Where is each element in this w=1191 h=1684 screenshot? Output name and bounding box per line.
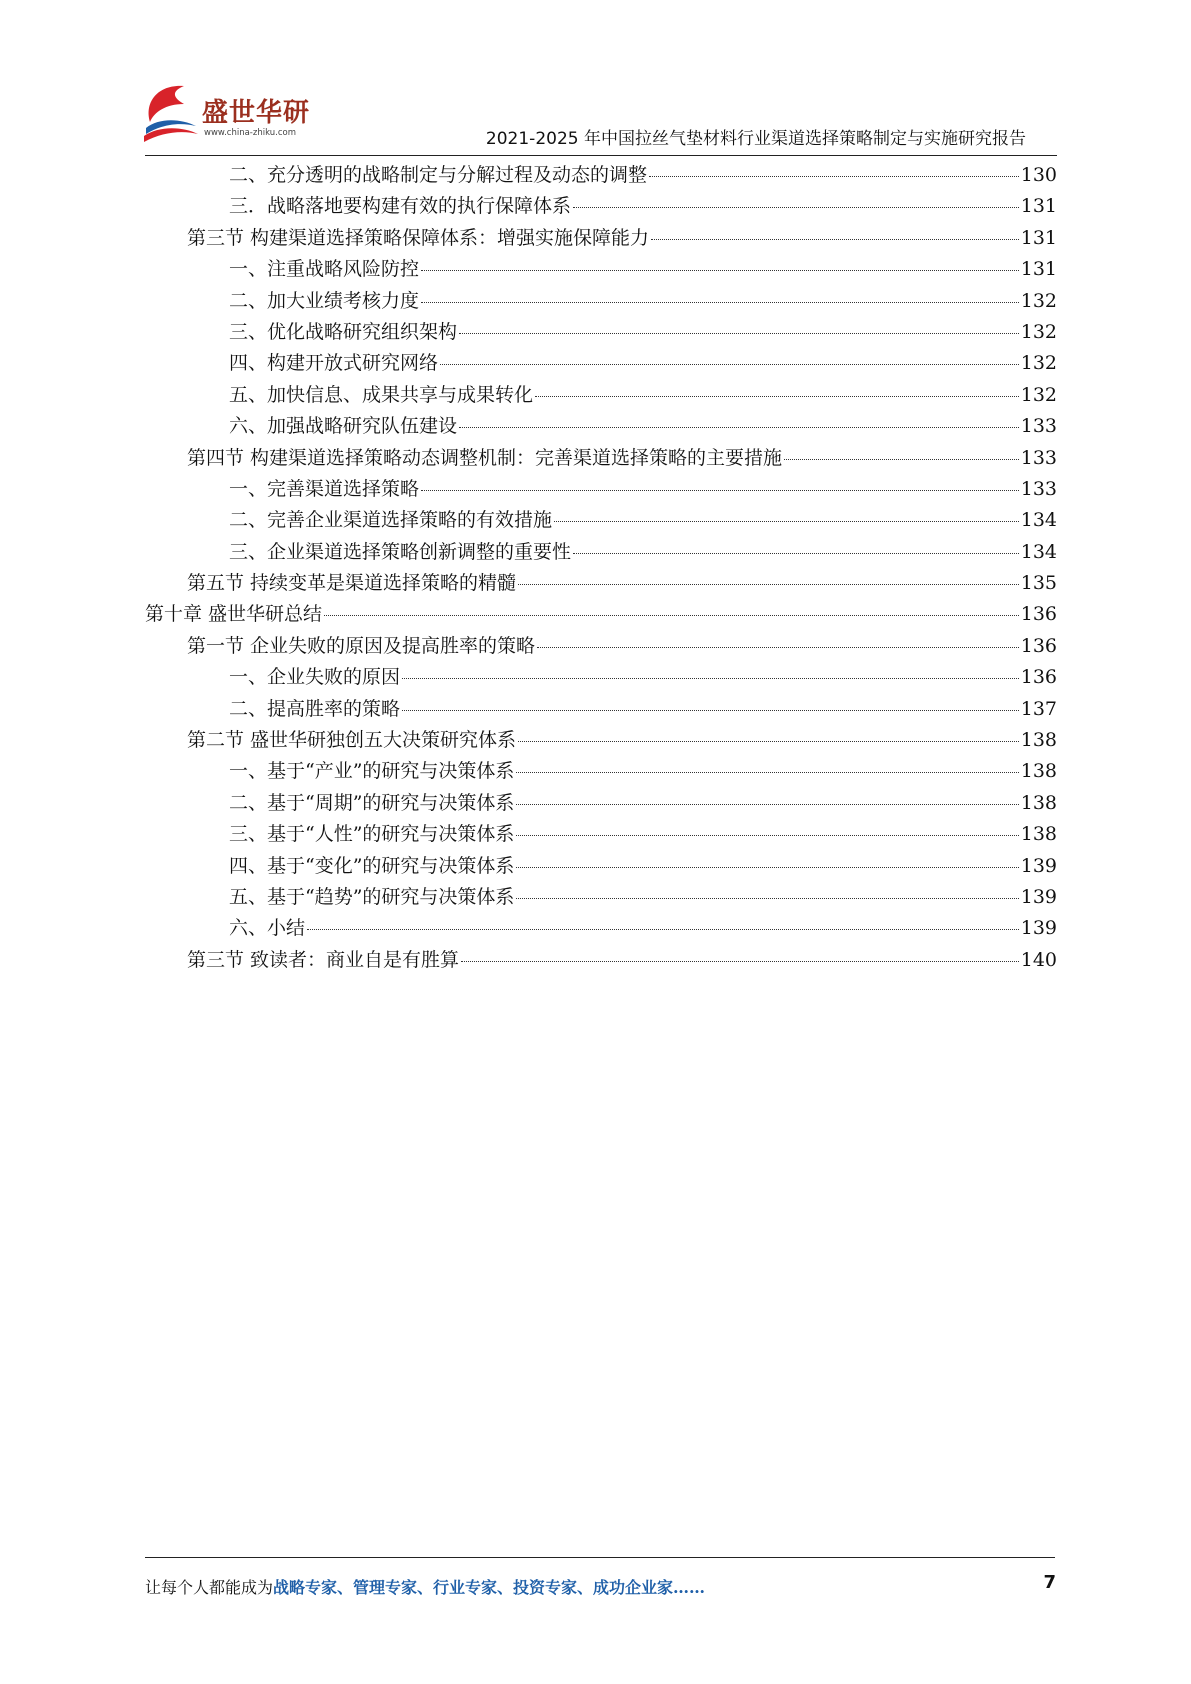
- toc-entry-page: 138: [1020, 760, 1057, 783]
- dot-leader: [516, 772, 1018, 773]
- report-title: 2021-2025 年中国拉丝气垫材料行业渠道选择策略制定与实施研究报告: [485, 129, 1026, 149]
- footer-slogan-prefix: 让每个人都能成为: [145, 1578, 274, 1597]
- logo: [140, 82, 310, 144]
- toc-entry-page: 132: [1020, 289, 1057, 312]
- dot-leader: [554, 521, 1019, 522]
- dot-leader: [573, 207, 1019, 208]
- dot-leader: [518, 741, 1019, 742]
- dot-leader: [459, 333, 1019, 334]
- toc-entry[interactable]: [145, 631, 1057, 662]
- toc-entry-page: 138: [1020, 729, 1057, 752]
- dot-leader: [518, 584, 1019, 585]
- table-of-contents: [145, 160, 1057, 976]
- dot-leader: [516, 867, 1018, 868]
- toc-entry-page: 133: [1020, 477, 1057, 500]
- dot-leader: [324, 615, 1019, 616]
- toc-entry-title: 五、加快信息、成果共享与成果转化: [229, 383, 534, 406]
- logo-url: www.china-zhiku.com: [204, 128, 296, 138]
- page-number: 7: [1043, 1572, 1056, 1593]
- toc-entry-title: 第五节 持续变革是渠道选择策略的精髓: [187, 572, 517, 595]
- dot-leader: [421, 302, 1019, 303]
- toc-entry-page: 139: [1020, 917, 1057, 940]
- header-divider: [145, 155, 1057, 156]
- logo-name: 盛世华研: [202, 98, 311, 128]
- toc-entry-page: 137: [1020, 697, 1057, 720]
- toc-entry-title: 三、企业渠道选择策略创新调整的重要性: [229, 540, 572, 563]
- toc-entry-page: 134: [1020, 509, 1057, 532]
- toc-entry-title: 四、构建开放式研究网络: [229, 352, 439, 375]
- toc-entry-title: 一、注重战略风险防控: [229, 258, 420, 281]
- footer-slogan-highlight: 战略专家、管理专家、行业专家、投资专家、成功企业家……: [273, 1578, 706, 1597]
- dot-leader: [516, 898, 1018, 899]
- dot-leader: [440, 364, 1019, 365]
- toc-entry-page: 138: [1020, 791, 1057, 814]
- dot-leader: [402, 678, 1019, 679]
- toc-entry[interactable]: [145, 223, 1057, 254]
- dot-leader: [649, 176, 1019, 177]
- toc-entry[interactable]: [145, 568, 1057, 599]
- dot-leader: [461, 961, 1019, 962]
- toc-entry-page: 140: [1020, 948, 1057, 971]
- toc-entry[interactable]: [145, 882, 1057, 913]
- dot-leader: [573, 553, 1019, 554]
- toc-entry-page: 136: [1020, 634, 1057, 657]
- toc-entry[interactable]: [145, 348, 1057, 379]
- toc-entry-title: 六、小结: [229, 917, 306, 940]
- toc-entry-page: 138: [1020, 823, 1057, 846]
- toc-entry-page: 130: [1020, 164, 1057, 186]
- toc-entry-title: 第三节 构建渠道选择策略保障体系：增强实施保障能力: [187, 226, 650, 249]
- toc-entry[interactable]: [145, 819, 1057, 850]
- dot-leader: [307, 929, 1019, 930]
- footer-divider: [145, 1557, 1055, 1558]
- toc-entry-title: 第三节 致读者：商业自是有胜算: [187, 948, 460, 971]
- toc-entry[interactable]: [145, 317, 1057, 348]
- toc-entry-title: 一、基于“产业”的研究与决策体系: [229, 760, 515, 783]
- toc-entry-title: 二、基于“周期”的研究与决策体系: [229, 791, 515, 814]
- toc-entry-title: 第四节 构建渠道选择策略动态调整机制：完善渠道选择策略的主要措施: [187, 446, 783, 469]
- toc-entry-page: 132: [1020, 320, 1057, 343]
- toc-entry-page: 131: [1020, 226, 1057, 249]
- dot-leader: [537, 647, 1019, 648]
- toc-entry-title: 第一节 企业失败的原因及提高胜率的策略: [187, 634, 536, 657]
- toc-entry[interactable]: [145, 662, 1057, 693]
- toc-entry-page: 136: [1020, 603, 1057, 626]
- toc-entry[interactable]: [145, 411, 1057, 442]
- toc-entry-title: 二、充分透明的战略制定与分解过程及动态的调整: [229, 164, 648, 186]
- toc-entry[interactable]: [145, 945, 1057, 976]
- toc-entry[interactable]: [145, 913, 1057, 944]
- toc-entry-title: 五、基于“趋势”的研究与决策体系: [229, 885, 515, 908]
- toc-entry-title: 三．战略落地要构建有效的执行保障体系: [229, 195, 572, 218]
- toc-entry[interactable]: [145, 788, 1057, 819]
- toc-entry-page: 139: [1020, 854, 1057, 877]
- toc-entry[interactable]: [145, 191, 1057, 222]
- dot-leader: [535, 396, 1019, 397]
- toc-entry-title: 第二节 盛世华研独创五大决策研究体系: [187, 729, 517, 752]
- footer-slogan: [145, 1575, 705, 1598]
- toc-entry[interactable]: [145, 160, 1057, 191]
- toc-entry-page: 135: [1020, 572, 1057, 595]
- toc-entry-page: 131: [1020, 258, 1057, 281]
- toc-entry-title: 一、完善渠道选择策略: [229, 477, 420, 500]
- toc-entry[interactable]: [145, 380, 1057, 411]
- toc-entry[interactable]: [145, 505, 1057, 536]
- toc-entry[interactable]: [145, 599, 1057, 630]
- toc-entry-page: 133: [1020, 446, 1057, 469]
- toc-entry[interactable]: [145, 694, 1057, 725]
- dot-leader: [784, 459, 1019, 460]
- toc-entry-page: 139: [1020, 885, 1057, 908]
- dot-leader: [459, 427, 1019, 428]
- toc-entry[interactable]: [145, 851, 1057, 882]
- toc-entry-page: 136: [1020, 666, 1057, 689]
- toc-entry[interactable]: [145, 474, 1057, 505]
- toc-entry-page: 131: [1020, 195, 1057, 218]
- toc-entry[interactable]: [145, 254, 1057, 285]
- toc-entry-title: 六、加强战略研究队伍建设: [229, 415, 458, 438]
- dot-leader: [516, 804, 1018, 805]
- toc-entry-title: 一、企业失败的原因: [229, 666, 401, 689]
- dot-leader: [516, 835, 1018, 836]
- toc-entry-title: 第十章 盛世华研总结: [145, 603, 323, 626]
- toc-entry-title: 四、基于“变化”的研究与决策体系: [229, 854, 515, 877]
- dot-leader: [651, 239, 1019, 240]
- toc-entry-page: 132: [1020, 352, 1057, 375]
- toc-entry-page: 132: [1020, 383, 1057, 406]
- toc-entry[interactable]: [145, 756, 1057, 787]
- toc-entry-title: 二、提高胜率的策略: [229, 697, 401, 720]
- toc-entry[interactable]: [145, 725, 1057, 756]
- toc-entry-title: 三、优化战略研究组织架构: [229, 320, 458, 343]
- toc-entry[interactable]: [145, 286, 1057, 317]
- toc-entry[interactable]: [145, 537, 1057, 568]
- dot-leader: [402, 710, 1019, 711]
- toc-entry[interactable]: [145, 443, 1057, 474]
- dot-leader: [421, 490, 1019, 491]
- toc-entry-title: 二、完善企业渠道选择策略的有效措施: [229, 509, 553, 532]
- dot-leader: [421, 270, 1019, 271]
- logo-emblem-icon: [140, 82, 204, 144]
- toc-entry-page: 133: [1020, 415, 1057, 438]
- toc-entry-title: 二、加大业绩考核力度: [229, 289, 420, 312]
- toc-entry-title: 三、基于“人性”的研究与决策体系: [229, 823, 515, 846]
- toc-entry-page: 134: [1020, 540, 1057, 563]
